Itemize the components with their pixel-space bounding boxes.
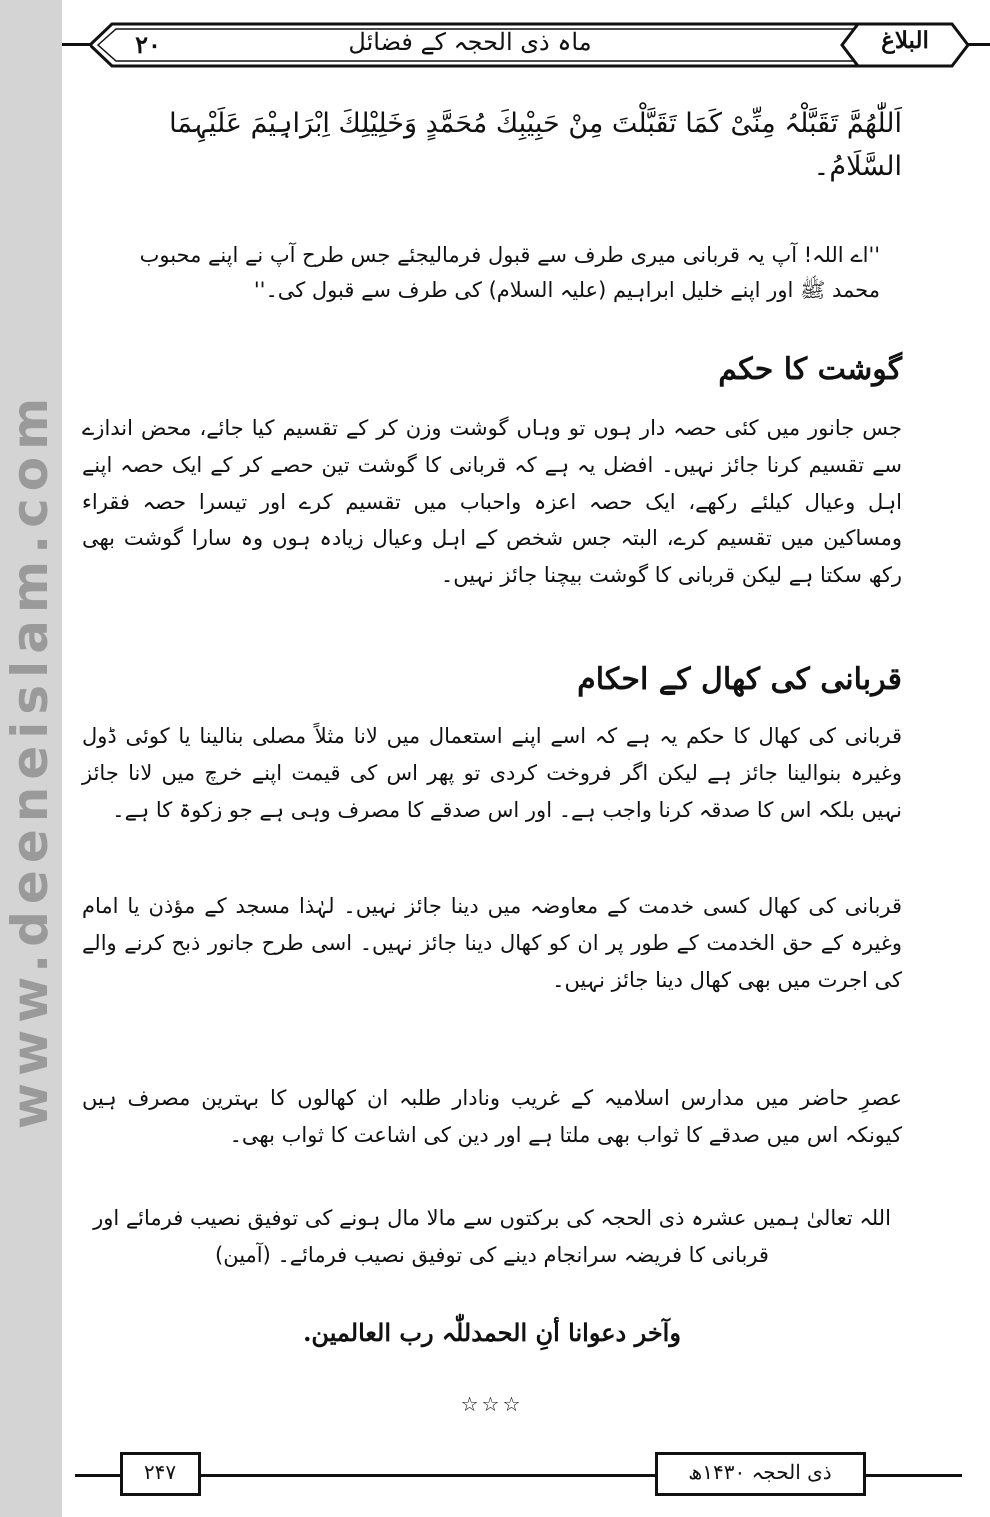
- closing-dua: وآخر دعوانا أنِ الحمدللّٰہ رب العالمین.: [303, 1318, 681, 1347]
- prayer-line-1: اللہ تعالیٰ ہمیں عشرہ ذی الحجہ کی برکتوں سے مالا مال ہونے کی توفیق نصیب فرمائے اور: [93, 1206, 891, 1230]
- journal-logo: البلاغ: [881, 27, 929, 54]
- paragraph-skin-payment: قربانی کی کھال کسی خدمت کے معاوضہ میں دینا جائز نہیں۔ لہٰذا مسجد کے مؤذن یا امام وغیرہ کے حق الخدمت کے طور پر ان کو کھال دینا جائز نہیں۔ اسی طرح جانور ذبح کرنے والے کی اجرت میں بھی کھال دینا جائز نہیں۔: [82, 894, 902, 992]
- footer-issue: ذی الحجہ ۱۴۳۰ھ: [688, 1460, 832, 1484]
- closing-prayer: [82, 1200, 902, 1274]
- page-number: ۲۰: [135, 30, 161, 59]
- paragraph-meat-distribution: جس جانور میں کئی حصہ دار ہوں تو وہاں گوشت وزن کر کے تقسیم کیا جائے، محض اندازے سے تقسیم کرنا جائز نہیں۔ افضل یہ ہے کہ قربانی کا گوشت تین حصے کر کے ایک حصہ اپنے اہل وعیال کیلئے رکھے، ایک حصہ اعزہ واحباب میں تقسیم کرے اور تیسرا حصہ فقراء ومساکین میں تقسیم کرے، البتہ جس شخص کے اہل وعیال زیادہ ہوں وہ سارا گوشت بھی رکھ سکتا ہے لیکن قربانی کا گوشت بیچنا جائز نہیں۔: [82, 416, 902, 587]
- dua-arabic: اَللّٰھُمَّ تَقَبَّلْہُ مِنِّیْ کَمَا تَقَبَّلْتَ مِنْ حَبِیْبِكَ مُحَمَّدٍ وَخَلِیْلِكَ اِبْرَاہِیْمَ عَلَیْہِمَا السَّلَامُ۔: [169, 108, 902, 183]
- end-stars: ☆☆☆: [460, 1392, 524, 1416]
- prayer-line-2: قربانی کا فریضہ سرانجام دینے کی توفیق نصیب فرمائے۔ (آمین): [215, 1242, 769, 1267]
- side-strip: [0, 0, 62, 1517]
- paragraph-madaris: عصرِ حاضر میں مدارس اسلامیہ کے غریب ونادار طلبہ ان کھالوں کا بہترین مصرف ہیں کیونکہ اس میں صدقے کا ثواب بھی ملتا ہے اور دین کی اشاعت کا ثواب بھی۔: [82, 1086, 902, 1147]
- site-watermark: www.deeneislam.com: [1, 390, 59, 1130]
- paragraph-skin-usage: قربانی کی کھال کا حکم یہ ہے کہ اسے اپنے استعمال میں لانا مثلاً مصلی بنالینا یا کوئی ڈول وغیرہ بنوالینا جائز ہے لیکن اگر فروخت کردی تو پھر اس کی قیمت اپنے خرچ میں لانا جائز نہیں بلکہ اس کا صدقہ کرنا واجب ہے۔ اور اس صدقے کا مصرف وہی ہے جو زکوۃ کا ہے۔: [82, 724, 902, 822]
- footer-page-ref: ۲۴۷: [143, 1460, 177, 1484]
- page-title: ماہ ذی الحجہ کے فضائل: [348, 28, 592, 56]
- heading-meat-ruling: گوشت کا حکم: [718, 352, 902, 387]
- dua-translation: ''اے اللہ! آپ یہ قربانی میری طرف سے قبول فرمالیجئے جس طرح آپ نے اپنے محبوب محمد ﷺ اور اپنے خلیل ابراہیم (علیہ السلام) کی طرف سے قبول کی۔'': [139, 243, 880, 302]
- heading-skin-rulings: قربانی کی کھال کے احکام: [577, 662, 902, 697]
